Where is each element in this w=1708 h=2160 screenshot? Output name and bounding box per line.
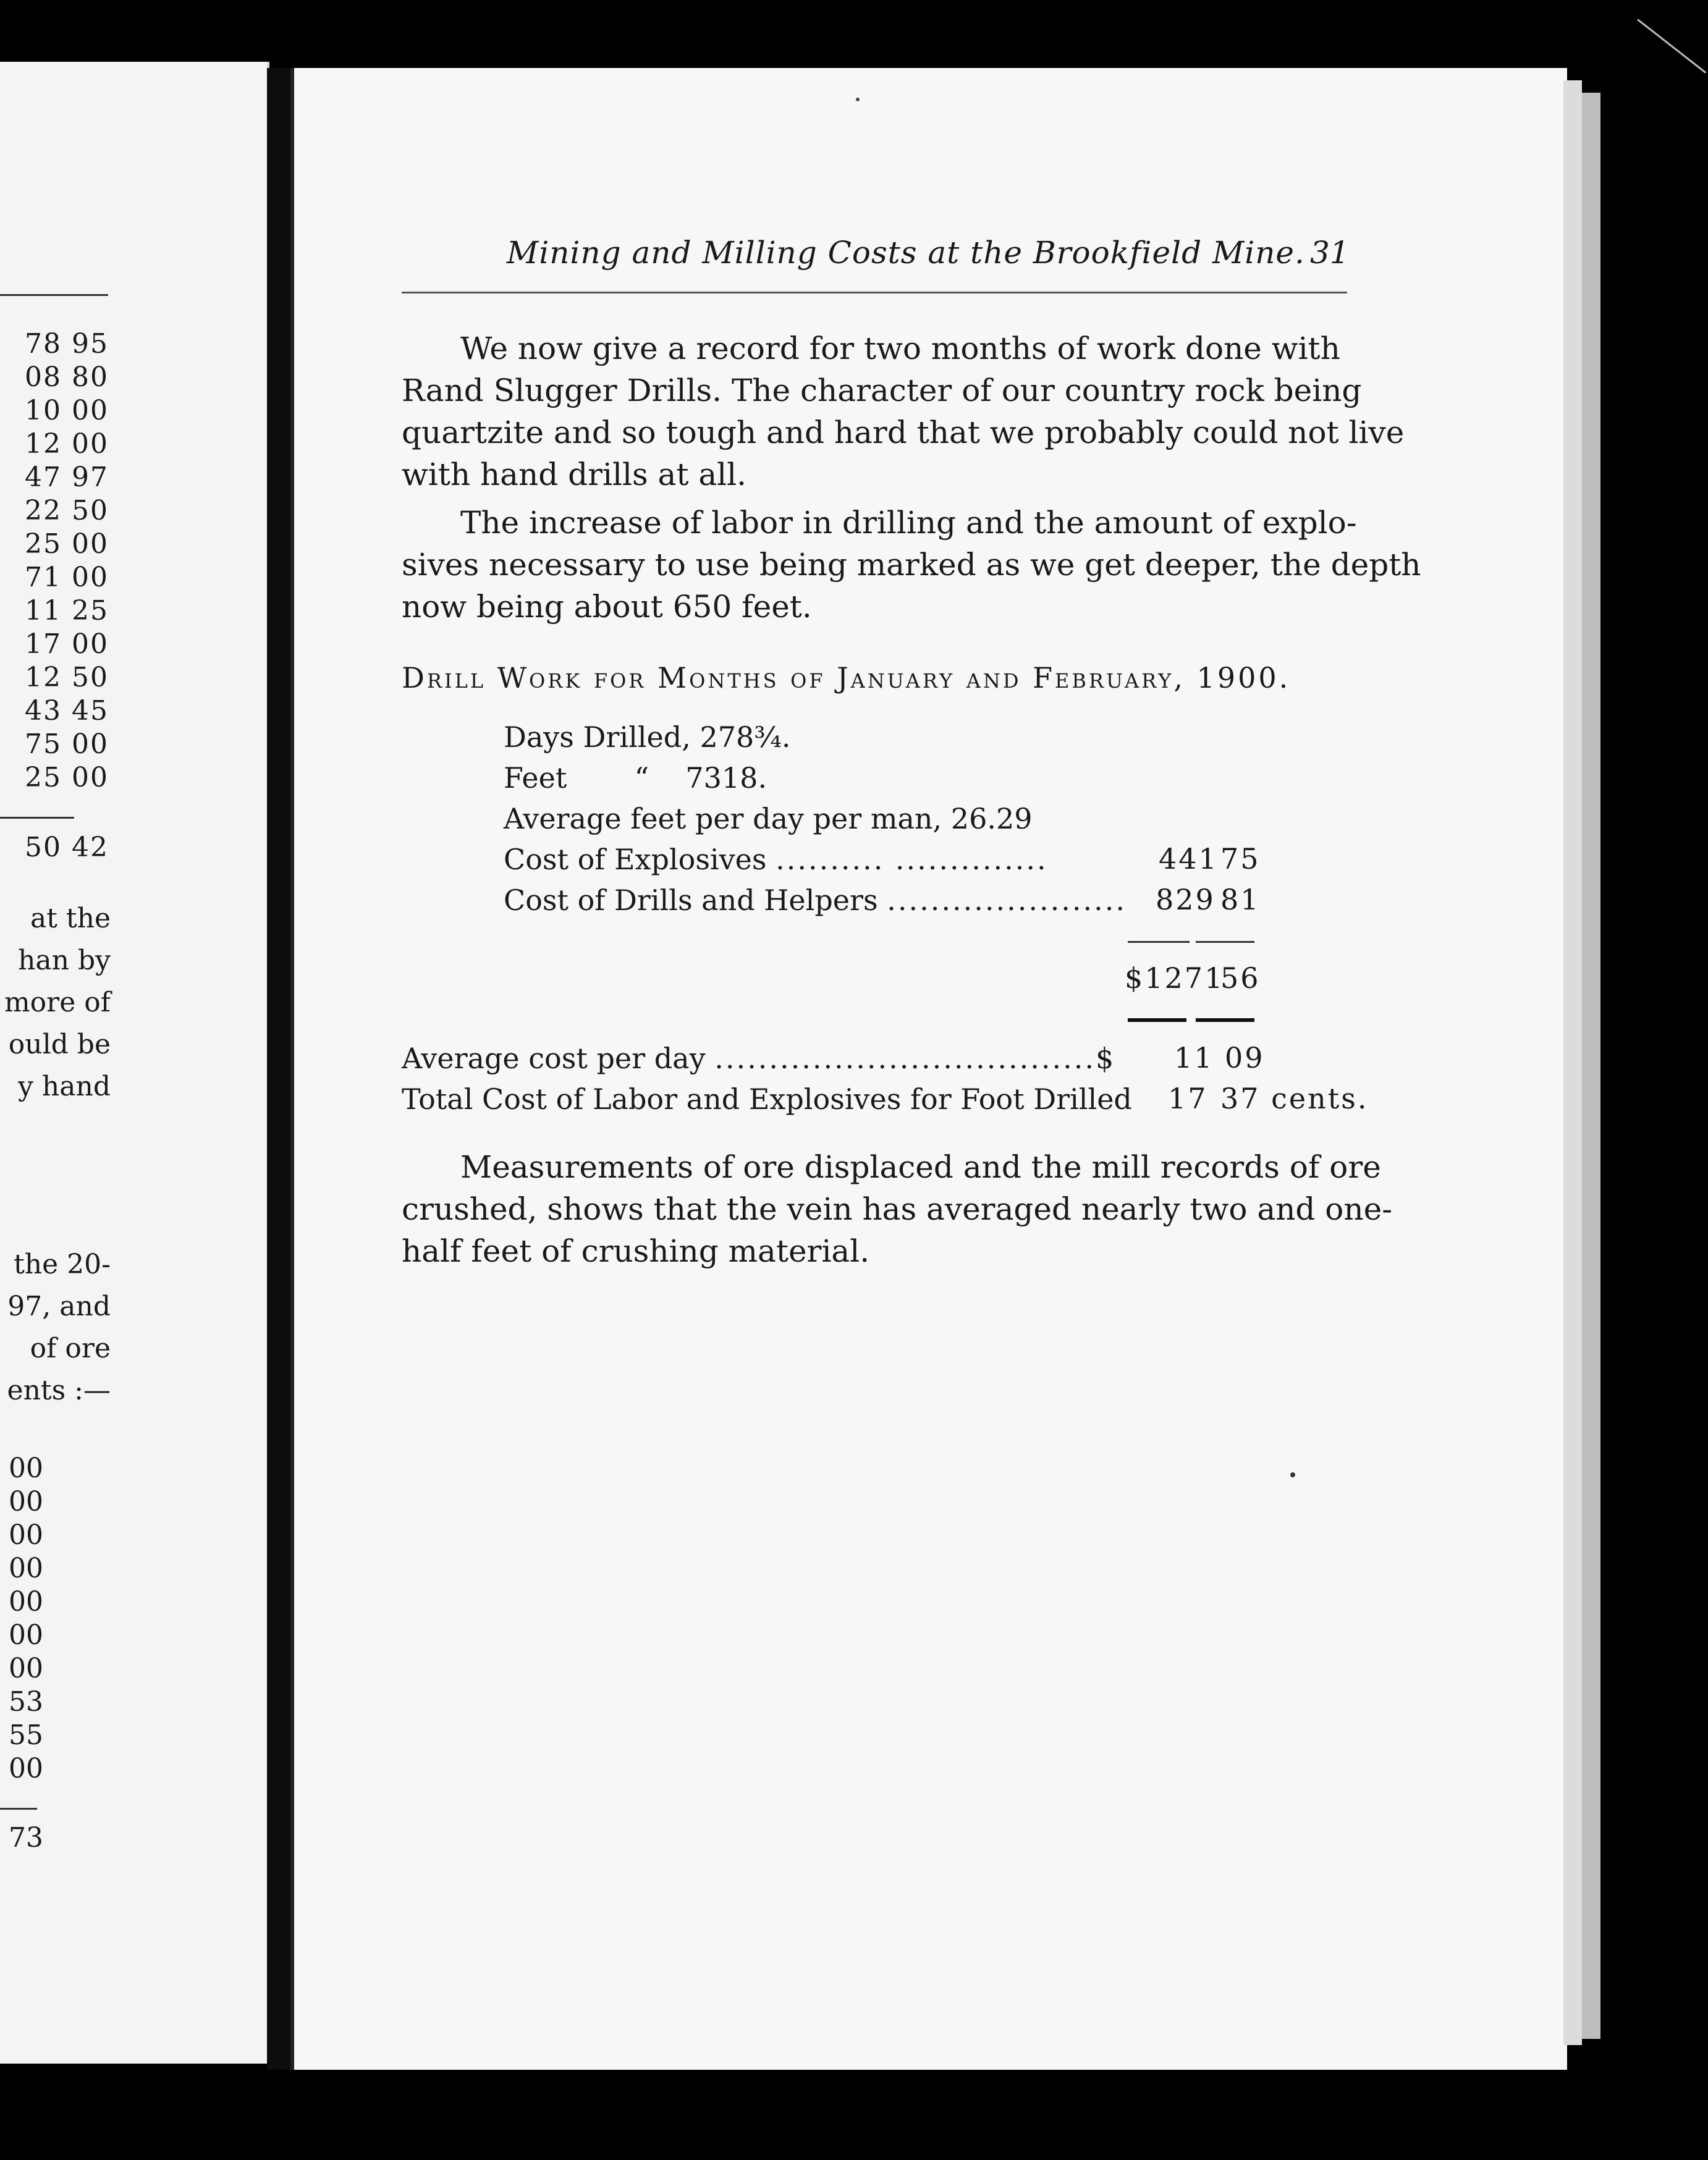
text-fragment: y hand <box>18 1071 111 1102</box>
dollar-sign: $ <box>1096 1042 1114 1075</box>
dot-leader: ...................... <box>887 884 1127 917</box>
text-fragment: of ore <box>30 1333 111 1364</box>
left-page-fragment <box>0 62 269 2064</box>
paragraph-labor-increase <box>402 502 1421 628</box>
book-spine-shadow <box>267 68 292 2070</box>
average-cost-label: Average cost per day <box>402 1042 706 1075</box>
text-line: Rand Slugger Drills. The character of our country rock being <box>402 373 1362 408</box>
dot-leader: ................................... <box>714 1042 1096 1075</box>
sum-rule <box>1128 941 1190 943</box>
ditto-mark: “ <box>634 761 649 795</box>
total-rule <box>0 817 74 819</box>
cost-explosives-row <box>504 839 1048 880</box>
ledger-number: 43 45 <box>25 695 109 727</box>
ledger-number: 55 <box>9 1719 43 1751</box>
section-heading: Drill Work for Months of January and February, 1900. <box>402 661 1291 694</box>
page-edge <box>1563 80 1582 2045</box>
average-cost-cents: 09 <box>1225 1041 1265 1074</box>
text-fragment: more of <box>4 987 111 1018</box>
average-feet: Average feet per day per man, 26.29 <box>504 802 1033 835</box>
ledger-number: 17 00 <box>25 628 109 660</box>
ledger-number: 00 <box>9 1519 43 1551</box>
text-line: We now give a record for two months of work done with <box>460 331 1340 366</box>
page-number: 31 <box>1310 235 1350 271</box>
explosives-cents: 75 <box>1220 842 1261 875</box>
running-head: Mining and Milling Costs at the Brookfield Mine. <box>507 235 1305 271</box>
total-rule <box>0 1808 37 1810</box>
ledger-number: 00 <box>9 1453 43 1484</box>
text-fragment: at the <box>30 903 111 934</box>
ledger-number: 47 97 <box>25 462 109 493</box>
text-fragment: the 20- <box>14 1249 111 1280</box>
text-line: crushed, shows that the vein has averaged nearly two and one- <box>402 1191 1393 1227</box>
paper-speck <box>856 98 860 101</box>
foot-cost-label: Total Cost of Labor and Explosives for Foot Drilled <box>402 1082 1132 1116</box>
top-rule <box>0 294 108 296</box>
header-rule <box>402 292 1347 293</box>
feet-drilled-row <box>504 757 767 798</box>
ledger-total: 73 <box>9 1822 43 1854</box>
average-cost-row <box>402 1038 1114 1079</box>
ledger-total: 50 42 <box>25 832 109 863</box>
ledger-number: 00 <box>9 1553 43 1584</box>
dot-leader: .......... .............. <box>776 843 1048 876</box>
total-dollars: $1271 <box>1125 961 1225 995</box>
sum-rule <box>1196 941 1254 943</box>
text-fragment: han by <box>18 945 111 976</box>
total-rule-thick <box>1196 1018 1254 1022</box>
ledger-number: 00 <box>9 1753 43 1784</box>
cost-explosives-label: Cost of Explosives <box>504 843 767 876</box>
ledger-number: 00 <box>9 1653 43 1684</box>
total-cents: 56 <box>1220 961 1261 995</box>
text-fragment: ould be <box>8 1029 111 1060</box>
foot-cost-cents: 37 cents. <box>1220 1082 1369 1115</box>
page-edge <box>1582 93 1600 2039</box>
ledger-number: 12 50 <box>25 662 109 693</box>
total-rule-thick <box>1128 1018 1186 1022</box>
cost-drills-label: Cost of Drills and Helpers <box>504 884 878 917</box>
ledger-number: 75 00 <box>25 728 109 760</box>
text-line: The increase of labor in drilling and the amount of explo- <box>460 505 1357 541</box>
feet-label: Feet <box>504 761 567 795</box>
text-line: Measurements of ore displaced and the mill records of ore <box>460 1149 1381 1185</box>
ledger-number: 00 <box>9 1619 43 1651</box>
days-drilled: Days Drilled, 278¾. <box>504 720 791 754</box>
text-line: half feet of crushing material. <box>402 1233 870 1269</box>
ledger-number: 00 <box>9 1586 43 1618</box>
text-fragment: 97, and <box>7 1291 111 1322</box>
average-cost-dollars: 11 <box>1174 1041 1214 1074</box>
paper-speck <box>1290 1472 1295 1477</box>
foot-cost-dollars: 17 <box>1168 1082 1208 1115</box>
ledger-number: 25 00 <box>25 528 109 560</box>
ledger-number: 25 00 <box>25 762 109 793</box>
ledger-number: 71 00 <box>25 562 109 593</box>
ledger-number: 11 25 <box>25 595 109 626</box>
ledger-number: 22 50 <box>25 495 109 526</box>
feet-value: 7318. <box>685 761 767 795</box>
ledger-number: 12 00 <box>25 428 109 460</box>
text-line: now being about 650 feet. <box>402 589 812 625</box>
drills-cents: 81 <box>1220 883 1261 916</box>
ledger-number: 53 <box>9 1686 43 1718</box>
text-line: quartzite and so tough and hard that we probably could not live <box>402 415 1405 450</box>
cost-drills-row <box>504 880 1127 921</box>
paragraph-measurements <box>402 1146 1393 1272</box>
text-line: sives necessary to use being marked as we get deeper, the depth <box>402 547 1421 583</box>
paragraph-drill-record <box>402 327 1405 496</box>
scan-artifact <box>1637 19 1706 74</box>
explosives-dollars: 441 <box>1159 842 1219 875</box>
ledger-number: 78 95 <box>25 328 109 360</box>
ledger-number: 10 00 <box>25 395 109 426</box>
ledger-number: 00 <box>9 1486 43 1517</box>
drills-dollars: 829 <box>1156 883 1215 916</box>
text-fragment: ents :— <box>7 1375 111 1406</box>
ledger-number: 08 80 <box>25 361 109 393</box>
text-line: with hand drills at all. <box>402 457 747 492</box>
